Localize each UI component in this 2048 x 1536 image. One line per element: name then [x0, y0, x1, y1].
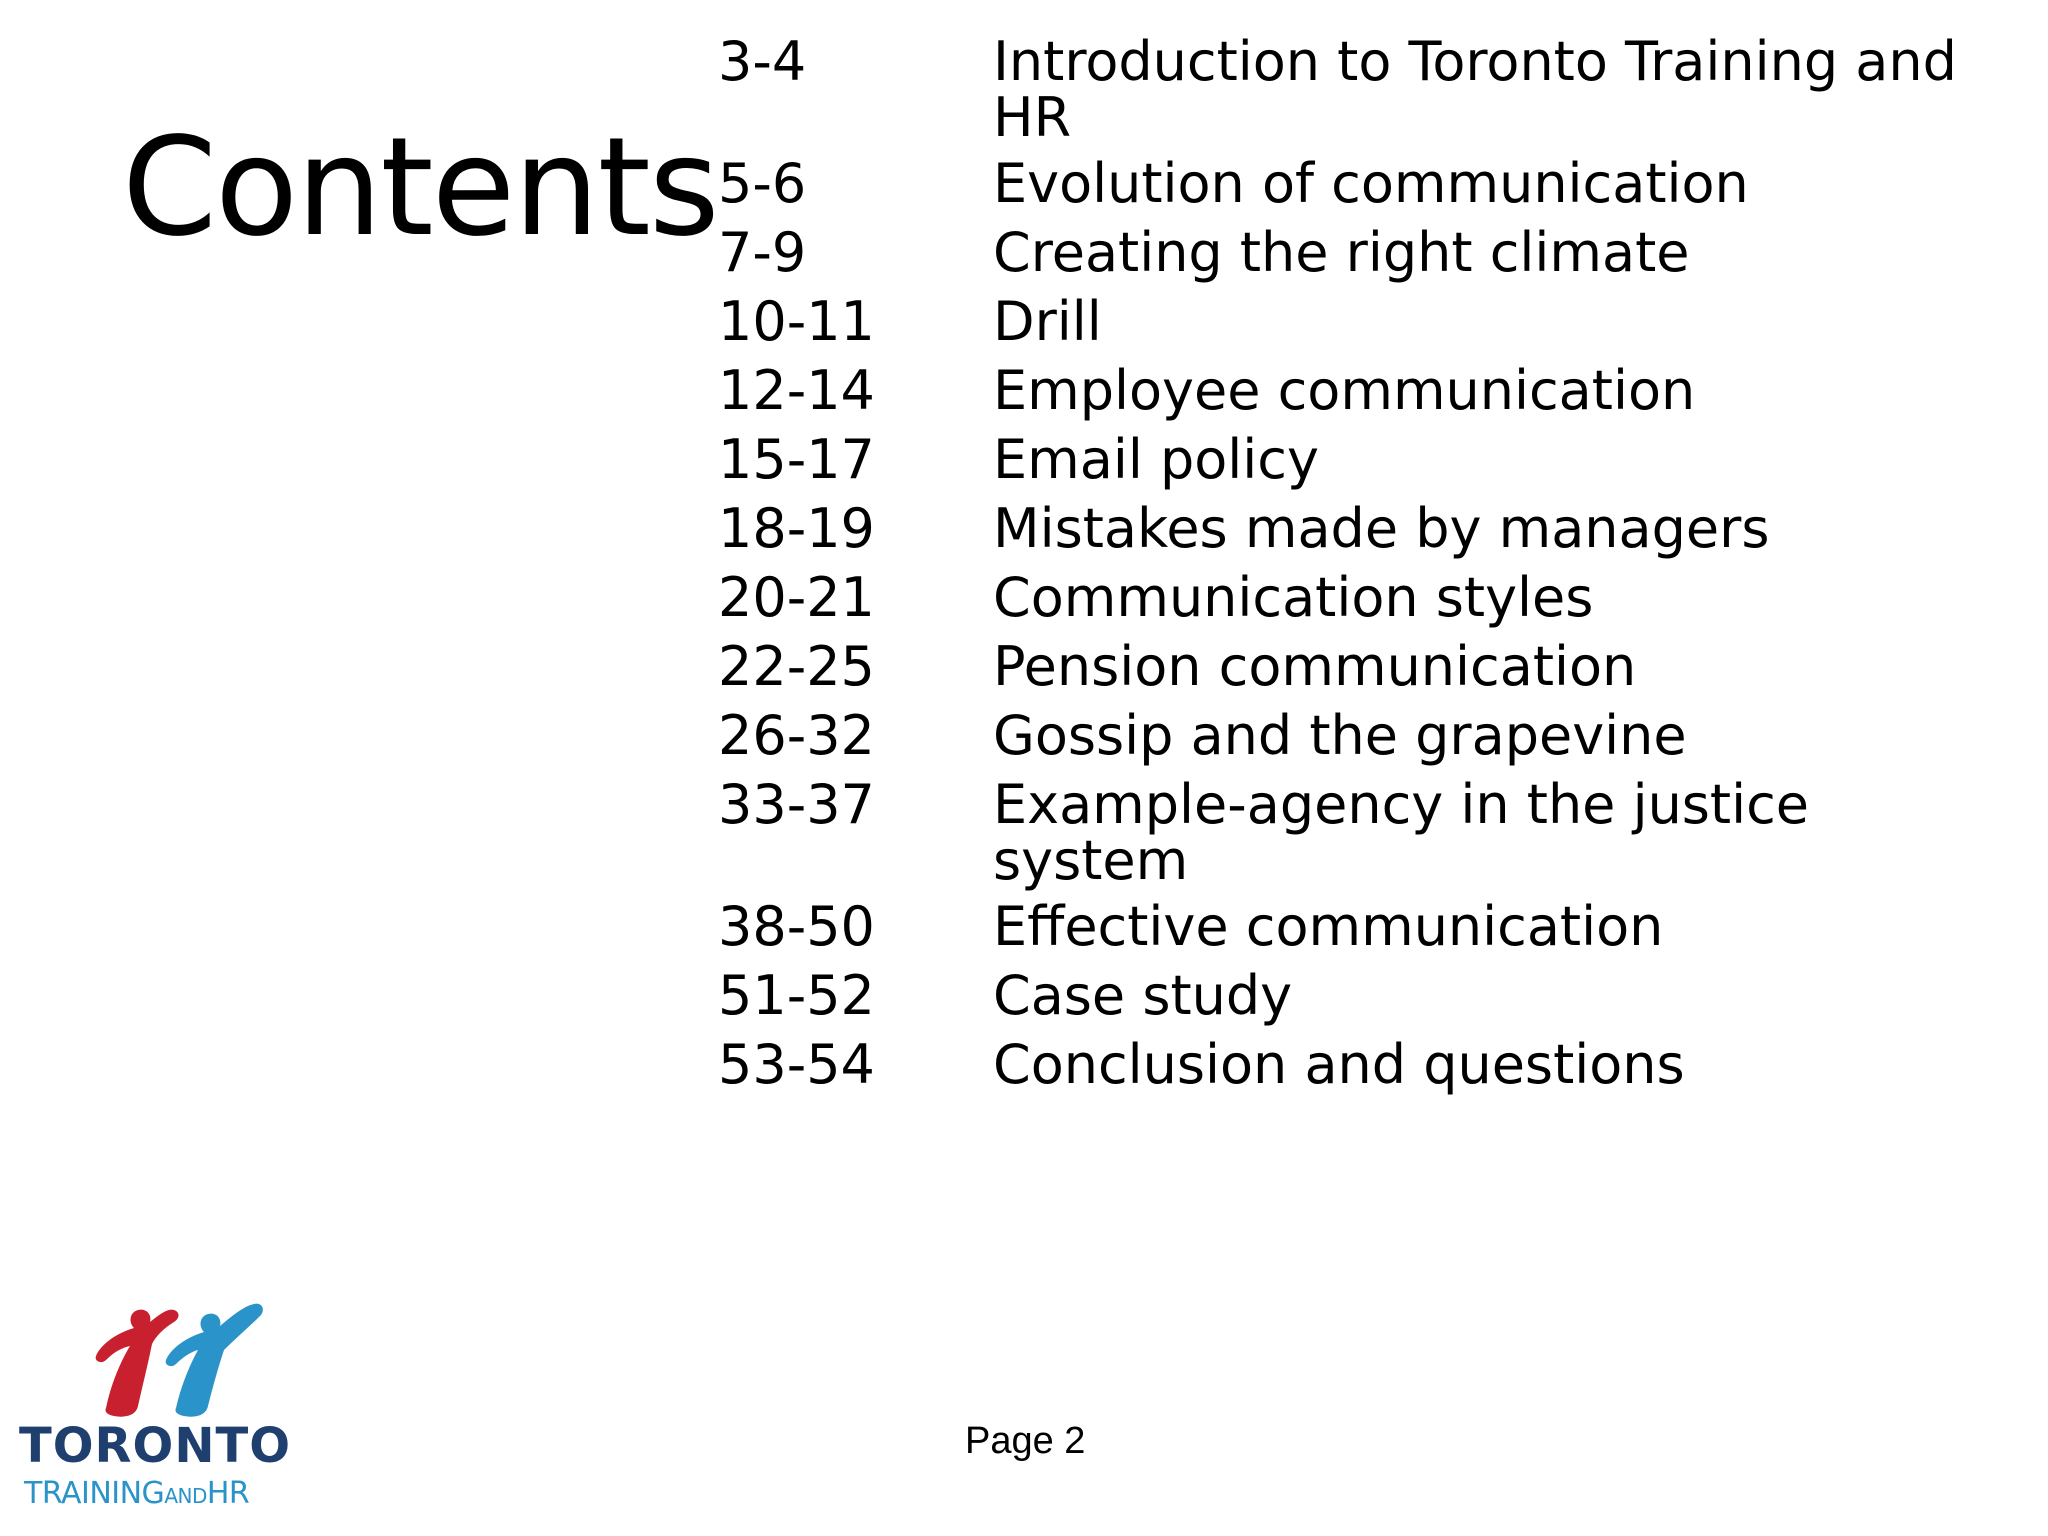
logo-blue-figure — [166, 1304, 263, 1417]
toc-pages: 33-37 — [718, 773, 875, 836]
toc-title: Example-agency in the justice system — [993, 773, 1810, 892]
toc-title: Creating the right climate — [993, 221, 1690, 284]
logo-text-and: AND — [164, 1484, 207, 1508]
logo-text-training-hr — [24, 1476, 250, 1511]
logo-text-toronto: TORONTO — [19, 1418, 292, 1474]
toc-title: Mistakes made by managers — [993, 497, 1770, 560]
toc-pages: 5-6 — [718, 152, 807, 215]
toc-title: Evolution of communication — [993, 152, 1749, 215]
toc-pages: 20-21 — [718, 566, 875, 629]
toc-title: Employee communication — [993, 359, 1696, 422]
toc-pages: 26-32 — [718, 704, 875, 767]
toc-pages: 15-17 — [718, 428, 875, 491]
toc-pages: 7-9 — [718, 221, 807, 284]
toronto-training-hr-logo — [14, 1284, 304, 1514]
logo-text-hr: HR — [206, 1476, 250, 1511]
toc-title: Case study — [993, 964, 1293, 1027]
toc-title: Introduction to Toronto Training and HR — [993, 30, 1957, 149]
toc-pages: 12-14 — [718, 359, 875, 422]
toc-pages: 51-52 — [718, 964, 875, 1027]
toc-pages: 18-19 — [718, 497, 875, 560]
page-title: Contents — [122, 109, 718, 267]
toc-title: Communication styles — [993, 566, 1594, 629]
toc-pages: 22-25 — [718, 635, 875, 698]
toc-title: Gossip and the grapevine — [993, 704, 1687, 767]
toc-pages: 3-4 — [718, 30, 807, 93]
figures-icon — [14, 1284, 304, 1424]
toc-pages: 10-11 — [718, 290, 875, 353]
toc-title: Conclusion and questions — [993, 1033, 1685, 1096]
toc-title: Pension communication — [993, 635, 1637, 698]
logo-text-training: TRAINING — [24, 1476, 165, 1511]
toc-title: Email policy — [993, 428, 1319, 491]
page-number: Page 2 — [965, 1420, 1086, 1462]
toc-pages: 38-50 — [718, 895, 875, 958]
toc-title: Effective communication — [993, 895, 1664, 958]
toc-title: Drill — [993, 290, 1102, 353]
toc-pages: 53-54 — [718, 1033, 875, 1096]
